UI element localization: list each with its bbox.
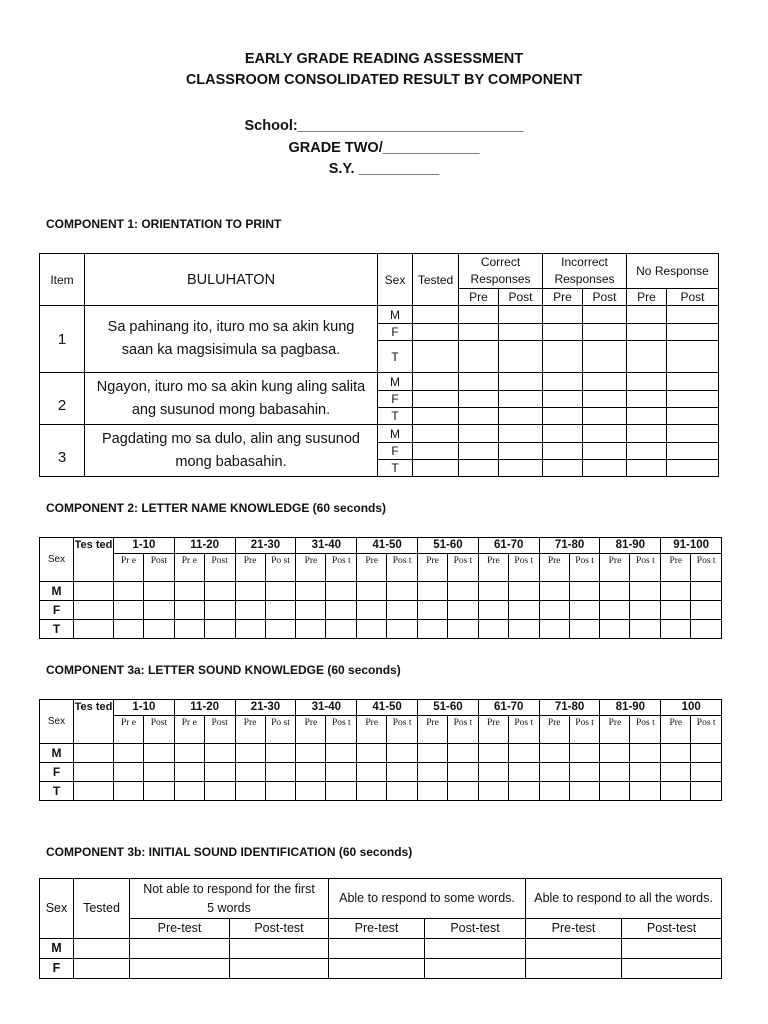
row-label: F [40,601,74,620]
item-number: 2 [40,373,85,425]
correct-header: Correct Responses [459,254,543,289]
post-subheader: Pos t [508,716,539,744]
range-header: 61-70 [478,700,539,716]
sex-label: M [378,306,413,324]
pre-subheader: Pre [600,716,630,744]
sex-label: M [378,425,413,443]
post-test-header: Post-test [425,919,526,939]
pre-subheader: Pr e [114,554,144,582]
post-subheader: Post [204,554,235,582]
post-test-header: Post-test [622,919,722,939]
post-header: Post [499,289,543,306]
range-header: 1-10 [114,700,175,716]
grade-line: GRADE TWO/____________ [288,140,480,156]
post-subheader: Pos t [630,716,661,744]
pre-subheader: Pre [418,554,448,582]
post-subheader: Pos t [326,716,357,744]
range-header: 21-30 [235,538,296,554]
item-text: Pagdating mo sa dulo, alin ang susunod mong babasahin. [85,425,378,477]
pre-subheader: Pre [539,554,569,582]
pre-subheader: Pre [235,554,265,582]
pre-subheader: Pre [539,716,569,744]
pre-subheader: Pre [418,716,448,744]
component2-table [39,537,722,639]
range-header: 41-50 [357,538,418,554]
post-subheader: Pos t [630,554,661,582]
pre-test-header: Pre-test [526,919,622,939]
form-title: EARLY GRADE READING ASSESSMENT [244,51,524,67]
sex-label: T [378,341,413,373]
sex-header: Sex [40,879,74,939]
pre-test-header: Pre-test [130,919,230,939]
pre-header: Pre [543,289,583,306]
pre-subheader: Pr e [114,716,144,744]
pre-subheader: Pre [296,716,326,744]
task-header: BULUHATON [85,254,378,306]
post-subheader: Pos t [508,554,539,582]
row-label: F [40,959,74,979]
pre-subheader: Pre [357,554,387,582]
range-header: 11-20 [174,700,235,716]
item-text: Ngayon, ituro mo sa akin kung aling salita ang susunod mong babasahin. [85,373,378,425]
form-subtitle: CLASSROOM CONSOLIDATED RESULT BY COMPONENT [185,72,583,88]
post-subheader: Pos t [569,554,600,582]
post-subheader: Pos t [691,554,722,582]
tested-header: Tested [74,879,130,939]
tested-header: Tes ted [74,700,114,744]
component1-table [39,253,719,477]
range-header: 51-60 [418,700,479,716]
row-label: F [40,763,74,782]
sex-header: Sex [40,700,74,744]
component3b-table [39,878,722,979]
range-header: 41-50 [357,700,418,716]
post-subheader: Po st [265,554,296,582]
able-all-header: Able to respond to all the words. [526,879,722,919]
component3b-title: COMPONENT 3b: INITIAL SOUND IDENTIFICATION (60 seconds) [46,845,413,859]
post-subheader: Pos t [387,554,418,582]
range-header: 61-70 [478,538,539,554]
pre-header: Pre [459,289,499,306]
row-label: M [40,744,74,763]
sex-label: F [378,391,413,408]
range-header: 31-40 [296,700,357,716]
pre-subheader: Pr e [174,716,204,744]
post-subheader: Pos t [326,554,357,582]
pre-header: Pre [627,289,667,306]
row-label: T [40,782,74,801]
tested-header: Tes ted [74,538,114,582]
sex-label: T [378,408,413,425]
range-header: 11-20 [174,538,235,554]
row-label: T [40,620,74,639]
range-header: 51-60 [418,538,479,554]
component1-title: COMPONENT 1: ORIENTATION TO PRINT [46,217,282,231]
range-header: 100 [661,700,722,716]
range-header: 81-90 [600,538,661,554]
component3a-title: COMPONENT 3a: LETTER SOUND KNOWLEDGE (60 seconds) [46,663,401,677]
pre-subheader: Pre [661,554,691,582]
pre-subheader: Pr e [174,554,204,582]
component2-title: COMPONENT 2: LETTER NAME KNOWLEDGE (60 seconds) [46,501,387,515]
school-line: School:____________________________ [244,118,524,134]
sex-header: Sex [378,254,413,306]
sex-label: M [378,373,413,391]
pre-subheader: Pre [661,716,691,744]
post-subheader: Post [144,554,175,582]
pre-subheader: Pre [478,716,508,744]
sex-label: F [378,443,413,460]
post-subheader: Post [204,716,235,744]
school-year-line: S.Y. __________ [328,161,440,177]
pre-test-header: Pre-test [329,919,425,939]
post-subheader: Po st [265,716,296,744]
pre-subheader: Pre [600,554,630,582]
range-header: 81-90 [600,700,661,716]
range-header: 21-30 [235,700,296,716]
able-some-header: Able to respond to some words. [329,879,526,919]
post-header: Post [583,289,627,306]
component3a-table [39,699,722,801]
pre-subheader: Pre [357,716,387,744]
item-header: Item [40,254,85,306]
item-number: 1 [40,306,85,373]
post-subheader: Pos t [691,716,722,744]
post-subheader: Pos t [448,716,479,744]
post-subheader: Pos t [448,554,479,582]
pre-subheader: Pre [478,554,508,582]
item-number: 3 [40,425,85,477]
row-label: M [40,939,74,959]
no-response-header: No Response [627,254,719,289]
item-text: Sa pahinang ito, ituro mo sa akin kung saan ka magsisimula sa pagbasa. [85,306,378,373]
post-header: Post [667,289,719,306]
range-header: 91-100 [661,538,722,554]
post-subheader: Post [144,716,175,744]
not-able-header: Not able to respond for the first 5 words [130,879,329,919]
range-header: 1-10 [114,538,175,554]
sex-header: Sex [40,538,74,582]
row-label: M [40,582,74,601]
sex-label: F [378,324,413,341]
incorrect-header: Incorrect Responses [543,254,627,289]
pre-subheader: Pre [235,716,265,744]
range-header: 31-40 [296,538,357,554]
range-header: 71-80 [539,538,600,554]
tested-header: Tested [413,254,459,306]
sex-label: T [378,460,413,477]
post-test-header: Post-test [230,919,329,939]
post-subheader: Pos t [569,716,600,744]
range-header: 71-80 [539,700,600,716]
post-subheader: Pos t [387,716,418,744]
pre-subheader: Pre [296,554,326,582]
